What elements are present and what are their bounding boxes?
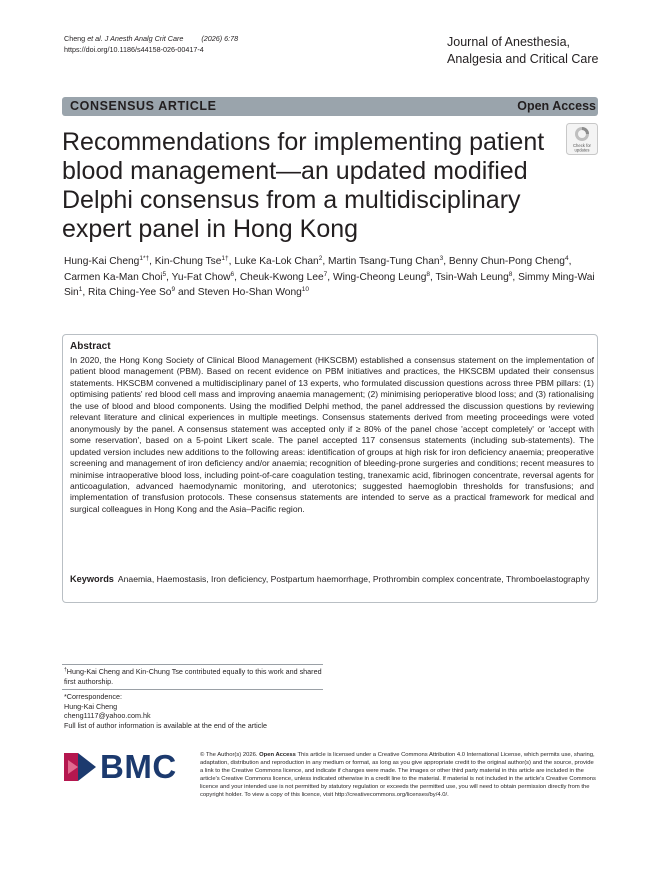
author-info-note: Full list of author information is available at the end of the article <box>64 720 267 730</box>
check-updates-icon <box>566 123 598 155</box>
author-affiliation: 3 <box>439 255 444 262</box>
citation-volume: (2026) 6:78 <box>201 34 239 43</box>
article-title: Recommendations for implementing patient blood management—an updated modified Delphi consensus from a multidisciplinary expert panel in Hong Kong <box>62 128 545 243</box>
author-entry <box>88 287 175 298</box>
author-name: Martin Tsang-Tung Chan <box>328 256 440 267</box>
correspondence-email[interactable]: cheng1117@yahoo.com.hk <box>64 711 151 721</box>
author-list: Hung-Kai Cheng$^{1*\dagger}$, Kin-Chung Tse$^{1\dagger}$, Luke Ka-Lok Chan$^2$, Martin Tsang-Tung Chan$^3$, Benny Chun-Pong Cheng$^4$, Carmen Ka-Man Choi$^5$, Yu-Fat Chow$^6$, Cheuk-Kwong Lee$^7$, Wing-Cheong Leung$^8$, Tsin-Wah Leung$^8$, Simmy Ming-Wai Sin$^1$, Rita Ching-Yee So$^9$ and Steven Ho-Shan Wong$^{10}$ <box>64 255 595 298</box>
abstract-text: In 2020, the Hong Kong Society of Clinical Blood Management (HKSCBM) established a consensus statement on the implementation of patient blood management (PBM). Based on recent evidence on PBM initiatives and practices, the HKSCBM updated their consensus statements. HKSCBM convened a multidisciplinary panel of 13 experts, who formulated discussion questions across three PBM pillars: (1) optimising patients' red blood cell mass and improving anaemia management; (2) minimising perioperative blood loss; and (3) rationalising the use of blood and blood components. Using the modified Delphi method, the panel addressed the discussion questions by reviewing relevant literature and clinical experiences in multiple meetings. Consensus statements derived from meeting proceedings were voted anonymously by the panel. A consensus statement was accepted only if ≥ 80% of the panel chose 'accept completely' or 'accept with some reservation', based on a 5-point Likert scale. The panel accepted 117 consensus statements (including sub-statements). The updated version includes new additions to the following areas: identification of groups at high risk for iron deficiency anaemia; preoperative screening and management of iron deficiency and/or anaemia; recognition of bleeding-prone surgeries and conditions; recent measures to minimise intraoperative blood loss, including point-of-care coagulation testing, tranexamic acid, fibrinogen concentrate, reversal agents for anticoagulation, advanced haemodynamic monitoring, and uterotonics; suggested haemoglobin thresholds for transfusions; and implementation of transfusion protocols. These consensus statements are intended to serve as a practical framework for medical and surgical colleagues in Hong Kong and the Asia–Pacific region. <box>70 355 594 514</box>
keywords-label: Keywords <box>70 574 114 584</box>
author-affiliation: 2 <box>318 255 323 262</box>
author-name: Yu-Fat Chow <box>171 271 231 283</box>
journal-name-line1: Journal of Anesthesia, <box>447 35 570 49</box>
author-entry <box>64 272 166 283</box>
author-name: Hung-Kai Cheng <box>64 256 140 267</box>
citation-journal: et al. J Anesth Analg Crit Care <box>87 34 184 43</box>
abstract-heading: Abstract <box>70 341 111 352</box>
author-entry <box>155 256 229 267</box>
author-entry <box>333 272 430 283</box>
author-entry <box>234 256 322 267</box>
author-affiliation: 1 <box>78 286 83 293</box>
keywords-text: Anaemia, Haemostasis, Iron deficiency, Postpartum haemorrhage, Prothrombin complex concentrate, Thromboelastography <box>117 574 590 584</box>
journal-name-line2: Analgesia and Critical Care <box>447 52 599 66</box>
keywords <box>70 574 594 585</box>
check-updates-line2: updates <box>574 147 590 153</box>
author-name: Cheuk-Kwong Lee <box>239 271 324 283</box>
author-affiliation: 7 <box>323 270 328 278</box>
footnote-text: Hung-Kai Cheng and Kin-Chung Tse contributed equally to this work and shared first authorship. <box>64 667 322 686</box>
equal-contribution-footnote <box>64 667 324 686</box>
license-body: This article is licensed under a Creative Commons Attribution 4.0 International License, which permits use, sharing, adaptation, distribution and reproduction in any medium or format, as long as you give appropriate credit to the original author(s) and the source, provide a link to the Creative Commons licence, and indicate if changes were made. The images or other third party material in this article are included in the article's Creative Commons licence, unless indicated otherwise in a credit line to the material. If material is not included in the article's Creative Commons licence and your intended use is not permitted by statutory regulation or exceeds the permitted use, you will need to obtain permission directly from the copyright holder. To view a copy of this licence, visit http://creativecommons.org/licenses/by/4.0/. <box>200 752 596 799</box>
author-entry <box>449 256 569 267</box>
author-name: Tsin-Wah Leung <box>435 271 509 283</box>
author-entry <box>328 256 443 267</box>
correspondence-label: *Correspondence: <box>64 692 122 701</box>
author-name: Rita Ching-Yee So <box>88 287 172 298</box>
footnote-divider <box>62 664 323 665</box>
author-affiliation: 5 <box>162 270 167 278</box>
citation-line <box>64 33 238 44</box>
author-name: Benny Chun-Pong Cheng <box>448 256 565 267</box>
author-affiliation: 6 <box>230 270 235 278</box>
copyright-notice: © The Author(s) 2026. <box>200 752 258 758</box>
author-entry <box>240 272 327 283</box>
author-entry <box>172 272 235 283</box>
author-entry <box>198 287 309 298</box>
author-entry <box>436 272 513 283</box>
author-affiliation: 8 <box>508 270 513 278</box>
author-name: Simmy Ming-Wai Sin <box>64 271 595 298</box>
author-name: Carmen Ka-Man Choi <box>64 271 163 283</box>
citation-block <box>64 33 238 55</box>
author-name: Kin-Chung Tse <box>154 256 222 267</box>
correspondence-divider <box>62 689 323 690</box>
citation-doi[interactable]: https://doi.org/10.1186/s44158-026-00417-4 <box>64 45 204 54</box>
author-affiliation: 8 <box>426 270 431 278</box>
author-entry <box>64 256 149 267</box>
author-name: Luke Ka-Lok Chan <box>234 256 319 267</box>
author-name: Steven Ho-Shan Wong <box>197 287 302 298</box>
author-affiliation: 10 <box>301 286 310 293</box>
journal-name <box>447 34 598 68</box>
footnote-marker: † <box>64 667 67 673</box>
bmc-logo-icon <box>64 750 98 784</box>
correspondence-block <box>64 692 334 730</box>
check-for-updates-badge[interactable] <box>566 123 598 155</box>
license-open-access: Open Access <box>259 752 296 758</box>
author-affiliation: 9 <box>171 286 176 293</box>
bmc-logo-text: BMC <box>100 748 177 785</box>
citation-author: Cheng <box>64 34 86 43</box>
correspondence-name: Hung-Kai Cheng <box>64 701 118 711</box>
license-text <box>200 751 598 800</box>
check-updates-line1: Check for <box>573 143 591 148</box>
author-affiliation: 4 <box>564 255 569 262</box>
author-affiliation: 1† <box>221 255 229 262</box>
article-type-label: CONSENSUS ARTICLE <box>70 99 217 113</box>
author-name: Wing-Cheong Leung <box>332 271 427 283</box>
open-access-label: Open Access <box>517 99 596 113</box>
author-affiliation: 1*† <box>139 255 150 262</box>
